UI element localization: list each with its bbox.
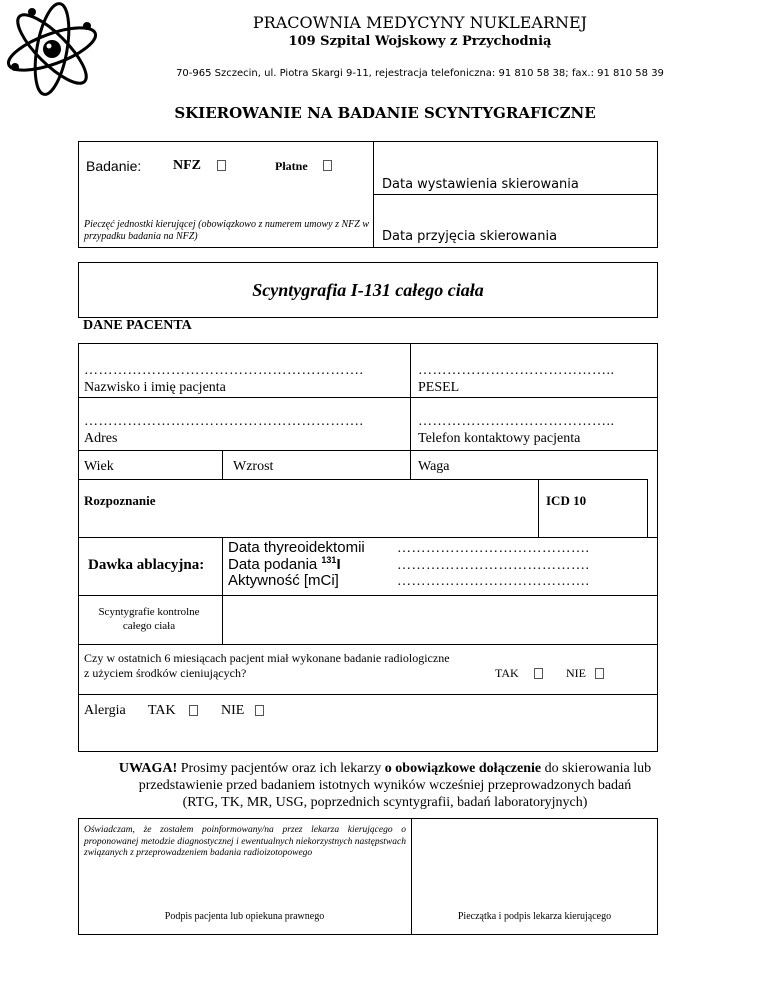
divider bbox=[410, 343, 411, 479]
divider bbox=[647, 479, 648, 537]
address-dots: …………………………………………………. bbox=[84, 414, 364, 429]
divider bbox=[78, 537, 658, 538]
notice-line2: przedstawienie przed badaniem istotnych wyników wcześniej przeprowadzonych badań bbox=[138, 778, 632, 793]
pesel-dots: ………………………………….. bbox=[418, 363, 615, 378]
dose-date-prefix: Data podania bbox=[228, 556, 322, 573]
allergy-no-checkbox[interactable] bbox=[255, 705, 264, 716]
contrast-yes-checkbox[interactable] bbox=[534, 668, 543, 679]
notice-bold: o obowiązkowe dołączenie bbox=[384, 761, 542, 776]
institution-title: PRACOWNIA MEDYCYNY NUKLEARNEJ bbox=[252, 13, 588, 32]
institution-address: 70-965 Szczecin, ul. Piotra Skargi 9-11, rejestracja telefoniczna: 91 810 58 38; fax.: 91 810 58 39 bbox=[176, 68, 664, 79]
isotope-mass: 131 bbox=[321, 555, 337, 565]
divider bbox=[222, 537, 223, 644]
contrast-yes-label: TAK bbox=[495, 666, 519, 680]
diagnosis-label: Rozpoznanie bbox=[84, 493, 156, 508]
receipt-date-label: Data przyjęcia skierowania bbox=[382, 229, 558, 244]
consent-statement: Oświadczam, że zostałem poinformowany/na przez lekarza kierującego o proponowanej metodzie diagnostycznej i ewentualnych niekorzystnych następstwach związanych z przeprowadzeniem badania radioizotopowego bbox=[84, 825, 406, 858]
age-label: Wiek bbox=[84, 459, 114, 474]
nfz-checkbox[interactable] bbox=[217, 160, 226, 171]
weight-label: Waga bbox=[418, 459, 450, 474]
contrast-question-line2: z użyciem środków cieniujących? bbox=[84, 666, 247, 680]
allergy-no-label: NIE bbox=[221, 703, 245, 718]
nfz-label: NFZ bbox=[173, 158, 201, 173]
dose-date-dots: …………………………………. bbox=[397, 558, 590, 573]
platne-checkbox[interactable] bbox=[323, 160, 332, 171]
exam-name: Scyntygrafia I-131 całego ciała bbox=[252, 280, 484, 300]
divider bbox=[78, 479, 648, 480]
thyroidectomy-dots: …………………………………. bbox=[397, 541, 590, 556]
atom-logo bbox=[2, 2, 102, 97]
document-title: SKIEROWANIE NA BADANIE SCYNTYGRAFICZNE bbox=[174, 104, 596, 122]
notice-part2: do skierowania lub bbox=[541, 761, 652, 776]
phone-dots: ………………………………….. bbox=[418, 414, 615, 429]
badanie-label: Badanie: bbox=[86, 158, 142, 174]
notice-line1 bbox=[60, 760, 710, 777]
thyroidectomy-label: Data thyreoidektomii bbox=[228, 539, 365, 556]
doctor-signature-label: Pieczątka i podpis lekarza kierującego bbox=[457, 911, 612, 922]
name-label: Nazwisko i imię pacjenta bbox=[84, 380, 226, 395]
pesel-label: PESEL bbox=[418, 380, 460, 395]
notice-line3: (RTG, TK, MR, USG, poprzednich scyntygrafii, badań laboratoryjnych) bbox=[182, 795, 588, 810]
divider bbox=[78, 397, 658, 398]
ablation-label: Dawka ablacyjna: bbox=[88, 557, 205, 573]
allergy-yes-checkbox[interactable] bbox=[189, 705, 198, 716]
divider bbox=[78, 644, 658, 645]
contrast-no-checkbox[interactable] bbox=[595, 668, 604, 679]
contrast-question-line1: Czy w ostatnich 6 miesiącach pacjent miał wykonane badanie radiologiczne bbox=[84, 651, 450, 665]
isotope-symbol: I bbox=[336, 556, 341, 573]
address-label: Adres bbox=[84, 431, 118, 446]
platne-label: Płatne bbox=[275, 159, 308, 173]
height-label: Wzrost bbox=[233, 459, 274, 474]
control-scans-label: Scyntygrafie kontrolne całego ciała bbox=[98, 606, 200, 632]
divider bbox=[78, 595, 658, 596]
allergy-yes-label: TAK bbox=[148, 703, 176, 718]
divider bbox=[373, 194, 658, 195]
divider bbox=[538, 479, 539, 537]
contrast-no-label: NIE bbox=[566, 666, 586, 680]
allergy-label: Alergia bbox=[84, 703, 126, 718]
notice-uwaga: UWAGA! bbox=[118, 761, 178, 776]
institution-subtitle: 109 Szpital Wojskowy z Przychodnią bbox=[288, 34, 552, 49]
name-dots: …………………………………………………. bbox=[84, 363, 364, 378]
issue-date-label: Data wystawienia skierowania bbox=[382, 177, 579, 192]
phone-label: Telefon kontaktowy pacjenta bbox=[418, 431, 581, 446]
patient-signature-label: Podpis pacjenta lub opiekuna prawnego bbox=[164, 911, 325, 922]
divider bbox=[222, 450, 223, 479]
activity-dots: …………………………………. bbox=[397, 574, 590, 589]
dose-date-label bbox=[228, 555, 341, 573]
activity-label: Aktywność [mCi] bbox=[228, 572, 339, 589]
patient-section-title: DANE PACENTA bbox=[83, 318, 192, 333]
icd-label: ICD 10 bbox=[546, 493, 587, 508]
divider bbox=[78, 694, 658, 695]
divider bbox=[78, 450, 658, 451]
stamp-note: Pieczęć jednostki kierującej (obowiązkowo z numerem umowy z NFZ w przypadku badania na NFZ) bbox=[84, 219, 369, 242]
notice-part1: Prosimy pacjentów oraz ich lekarzy bbox=[177, 761, 385, 776]
